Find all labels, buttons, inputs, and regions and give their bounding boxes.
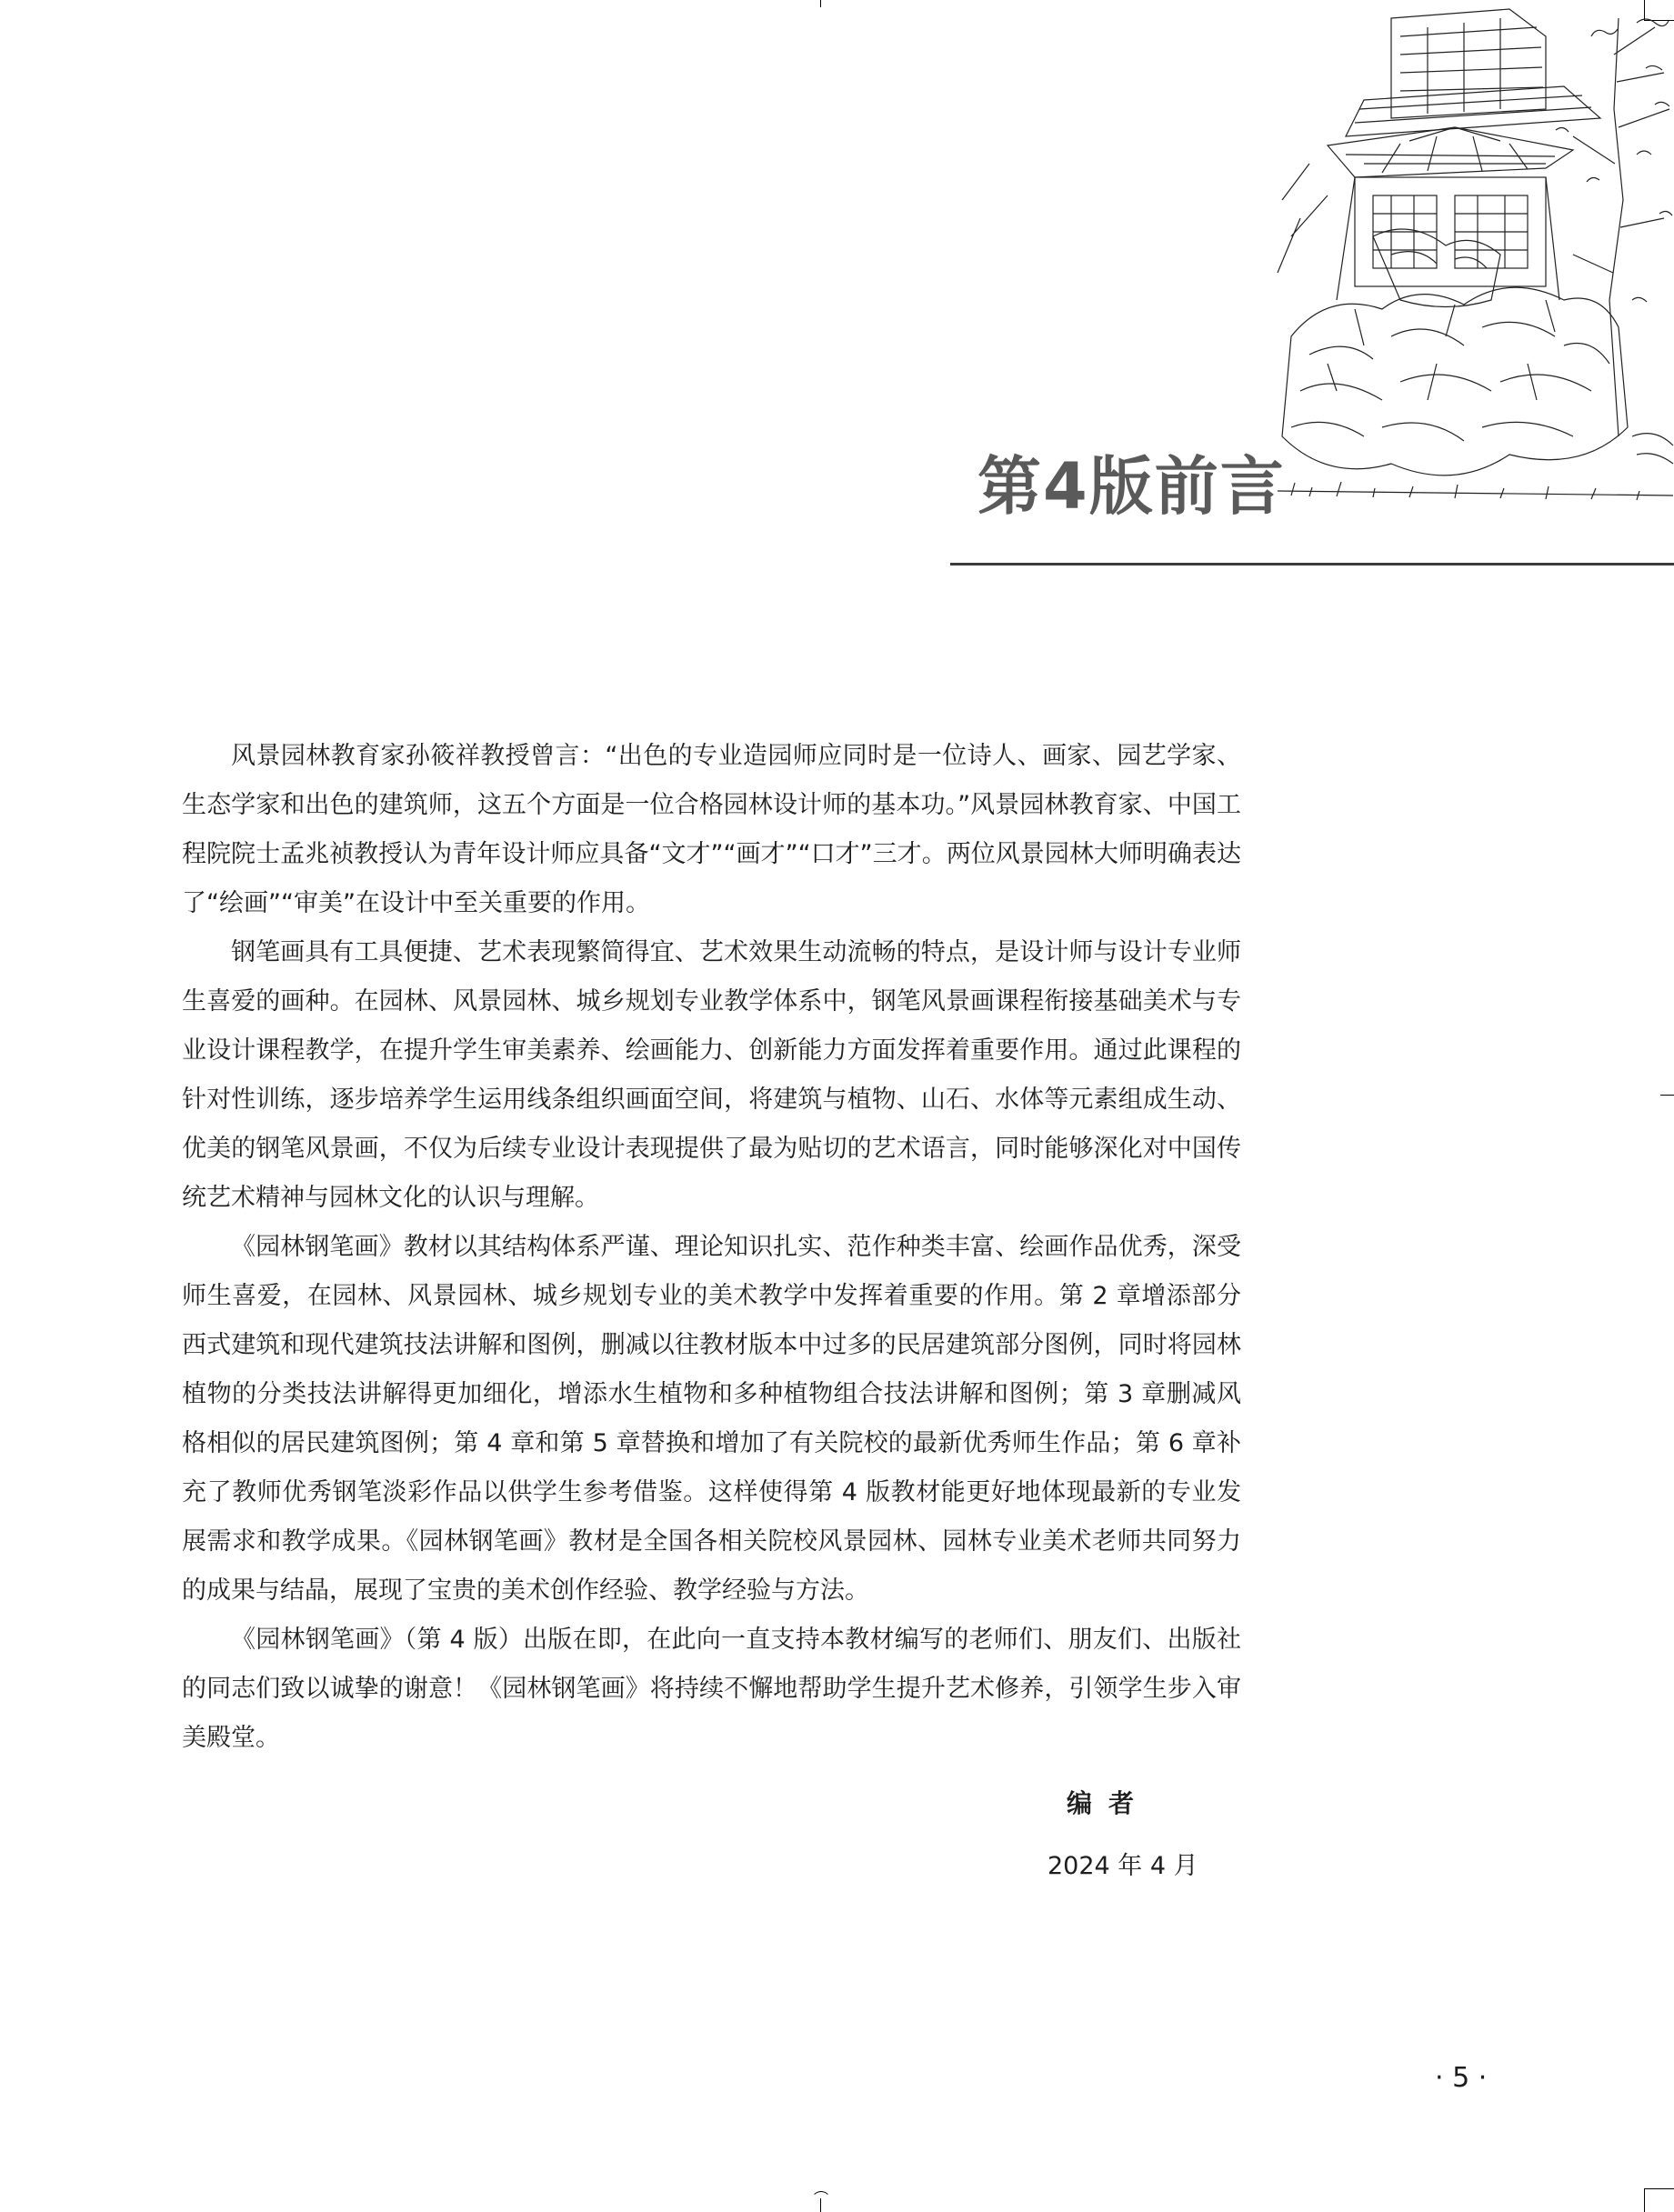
- tree-sketch: [1556, 18, 1672, 436]
- crop-mark-bottom-right-v: [1644, 2188, 1645, 2212]
- crop-mark-bottom-right-h: [1644, 2188, 1674, 2189]
- preface-body: [182, 732, 1241, 1763]
- signature-date: 2024 年 4 月: [1048, 1852, 1198, 1880]
- upper-building-sketch: [1346, 9, 1600, 136]
- pen-sketch-illustration: [1273, 0, 1674, 536]
- signature-author: 编者: [1067, 1788, 1151, 1818]
- crop-mark-top: [820, 0, 821, 7]
- paragraph-2: 钢笔画具有工具便捷、艺术表现繁简得宜、艺术效果生动流畅的特点，是设计师与设计专业师生喜爱的画种。在园林、风景园林、城乡规划专业教学体系中，钢笔风景画课程衔接基础美术与专业设计课程教学，在提升学生审美素养、绘画能力、创新能力方面发挥着重要作用。通过此课程的针对性训练，逐步培养学生运用线条组织画面空间，将建筑与植物、山石、水体等元素组成生动、优美的钢笔风景画，不仅为后续专业设计表现提供了最为贴切的艺术语言，同时能够深化对中国传统艺术精神与园林文化的认识与理解。: [182, 938, 1241, 1212]
- crop-mark-middle-right: [1660, 1095, 1674, 1096]
- page-number: · 5 ·: [1435, 2062, 1488, 2094]
- page-title: 第4版前言: [977, 449, 1286, 524]
- registration-mark-bottom: [811, 2191, 831, 2211]
- paragraph-1: 风景园林教育家孙筱祥教授曾言：“出色的专业造园师应同时是一位诗人、画家、园艺学家、生态学家和出色的建筑师，这五个方面是一位合格园林设计师的基本功。”风景园林教育家、中国工程院院士孟兆祯教授认为青年设计师应具备“文才”“画才”“口才”三才。两位风景园林大师明确表达了“绘画”“审美”在设计中至关重要的作用。: [182, 742, 1241, 917]
- paragraph-3: 《园林钢笔画》教材以其结构体系严谨、理论知识扎实、范作种类丰富、绘画作品优秀，深受师生喜爱，在园林、风景园林、城乡规划专业的美术教学中发挥着重要的作用。第 2 章增添部分西式建筑和现代建筑技法讲解和图例，删减以往教材版本中过多的民居建筑部分图例，同时将园林植物的分类技法讲解得更加细化，增添水生植物和多种植物组合技法讲解和图例；第 3 章删减风格相似的居民建筑图例；第 4 章和第 5 章替换和增加了有关院校的最新优秀师生作品；第 6 章补充了教师优秀钢笔淡彩作品以供学生参考借鉴。这样使得第 4 版教材能更好地体现最新的专业发展需求和教学成果。《园林钢笔画》教材是全国各相关院校风景园林、园林专业美术老师共同努力的成果与结晶，展现了宝贵的美术创作经验、教学经验与方法。: [182, 1233, 1241, 1605]
- title-rule: [950, 563, 1674, 566]
- paragraph-4: 《园林钢笔画》（第 4 版）出版在即，在此向一直支持本教材编写的老师们、朋友们、出版社的同志们致以诚挚的谢意！《园林钢笔画》将持续不懈地帮助学生提升艺术修养，引领学生步入审美殿堂。: [182, 1626, 1241, 1752]
